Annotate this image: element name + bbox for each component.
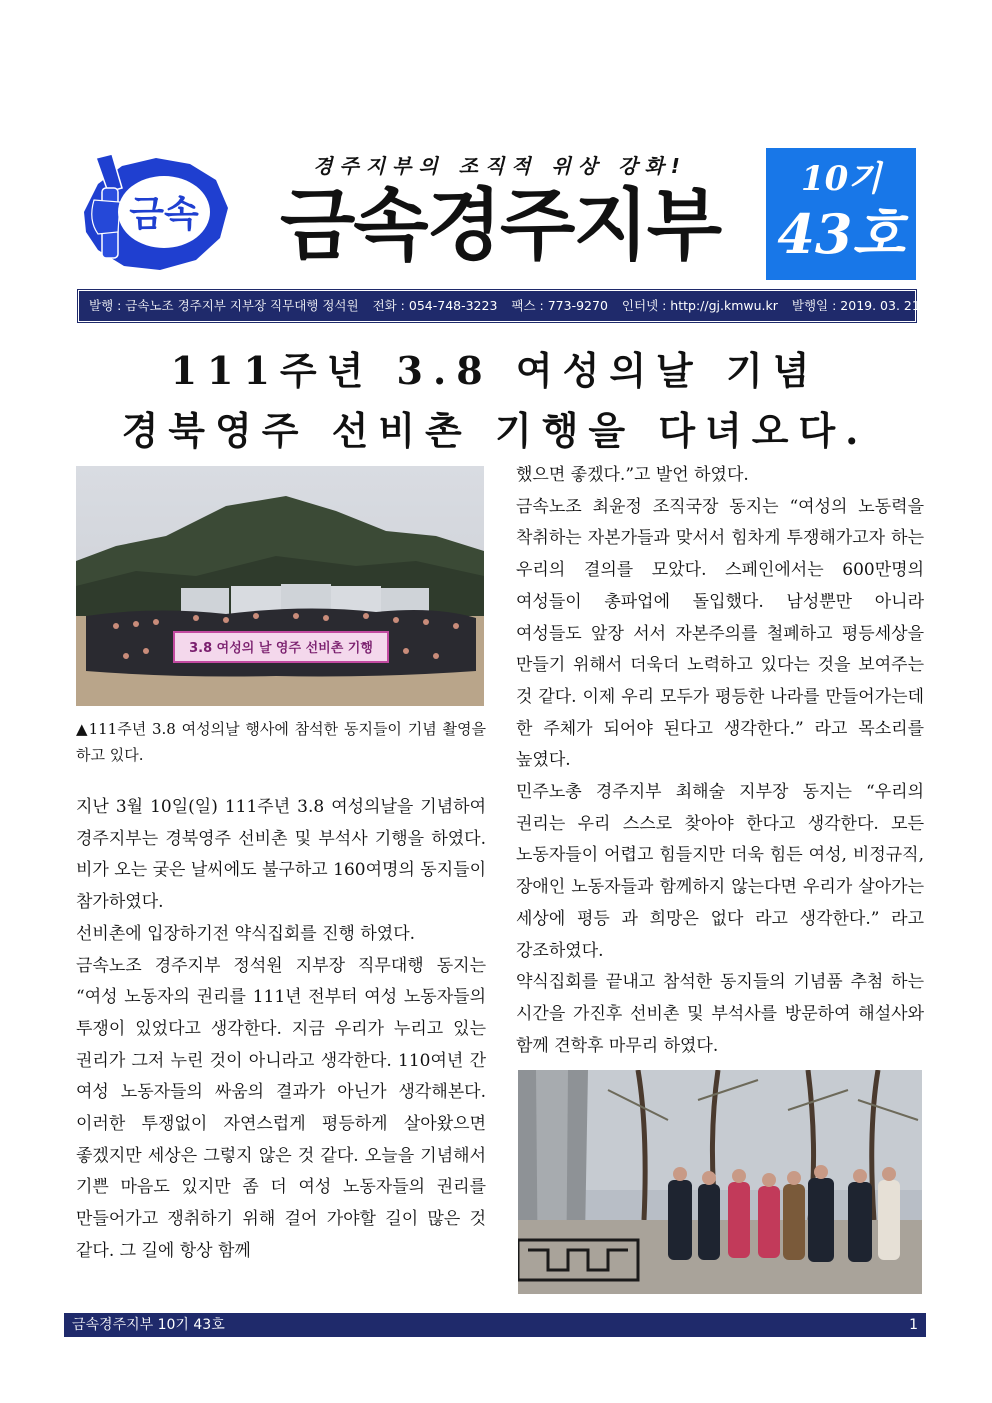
paragraph: 민주노총 경주지부 최해술 지부장 동지는 “우리의 권리는 우리 스스로 찾아야 한다고 생각한다. 모든 노동자들이 어렵고 힘들지만 더욱 힘든 여성, 비정규직, 장애인 노동자들과 함께하지 않는다면 우리가 살아가는 세상에 평등 과 희망은 없다 라고 생각한다.” 라고 강조하였다. [516,782,924,961]
page-number: 1 [909,1317,918,1333]
issue-volume: 10기 [800,159,882,199]
publication-info-bar [76,288,950,324]
paragraph: 했으면 좋겠다.”고 발언 하였다. [516,465,749,485]
issue-number: 43호 [777,202,905,266]
logo-text: 금속 [129,194,199,235]
publish-date: 발행일 : 2019. 03. 21. (목) [791,298,950,313]
issue-badge [766,148,916,280]
publisher-info: 발행 : 금속노조 경주지부 지부장 직무대행 정석원 [89,298,359,313]
banner-text: 3.8 여성의 날 영주 선비촌 기행 [189,641,373,656]
phone-info: 전화 : 054-748-3223 [372,298,498,313]
paragraph: 선비촌에 입장하기전 약식집회를 진행 하였다. [76,923,416,944]
fax-info: 팩스 : 773-9270 [511,298,608,313]
website-info: 인터넷 : http://gj.kmwu.kr [621,298,778,313]
article-column-right [516,460,924,1062]
group-photo [76,466,484,706]
slogan: 경주지부의 조직적 위상 강화! [313,154,687,178]
paragraph: 약식집회를 끝내고 참석한 동지들의 기념품 추첨 하는 시간을 가진후 선비촌 및 부석사를 방문하여 해설사와 함께 견학후 마무리 하였다. [516,972,924,1056]
paragraph: 금속노조 최윤정 조직국장 동지는 “여성의 노동력을 착취하는 자본가들과 맞서서 힘차게 투쟁해가고자 하는 우리의 결의를 모았다. 스페인에서는 600만명의 여성들이 총파업에 돌입했다. 남성뿐만 아니라 여성들도 앞장 서서 자본주의를 철폐하고 평등세상을 만들기 위해서 더욱더 노력하고 있다는 것을 보여주는 것 같다. 이제 우리 모두가 평등한 나라를 만들어가는데 한 주체가 되어야 된다고 생각한다.” 라고 목소리를 높였다. [516,496,924,771]
footer-issue: 금속경주지부 10기 43호 [72,1317,225,1333]
paragraph: 금속노조 경주지부 정석원 지부장 직무대행 동지는 “여성 노동자의 권리를 111년 전부터 여성 노동자들의 투쟁이 있었다고 생각한다. 지금 우리가 누리고 있는 권리가 그저 누린 것이 아니라고 생각한다. 110여년 간 여성 노동자들의 싸움의 결과가 아닌가 생각해본다. 이러한 투쟁없이 자연스럽게 평등하게 살아왔으면 좋겠지만 세상은 그렇지 않은 것 같다. 오늘을 기념해서 기쁜 마음도 있지만 좀 더 여성 노동자들의 권리를 만들어가고 쟁취하기 위해 걸어 가야할 길이 많은 것 같다. 그 길에 항상 함께 [76,955,486,1261]
headline-line-1: 111주년 3.8 여성의날 기념 [170,348,820,393]
page-footer [64,1313,926,1337]
headline-line-2: 경북영주 선비촌 기행을 다녀오다. [121,408,869,453]
tour-photo [518,1070,922,1294]
union-logo [78,150,233,275]
photo-caption: ▲111주년 3.8 여성의날 행사에 참석한 동지들이 기념 촬영을 하고 있다. [76,720,486,764]
newspaper-title: 금속경주지부 [279,181,721,271]
article-column-left [76,792,486,1268]
paragraph: 지난 3월 10일(일) 111주년 3.8 여성의날을 기념하여 경주지부는 경북영주 선비촌 및 부석사 기행을 하였다. 비가 오는 궂은 날씨에도 불구하고 160여명의 동지들이 참가하였다. [76,797,486,913]
